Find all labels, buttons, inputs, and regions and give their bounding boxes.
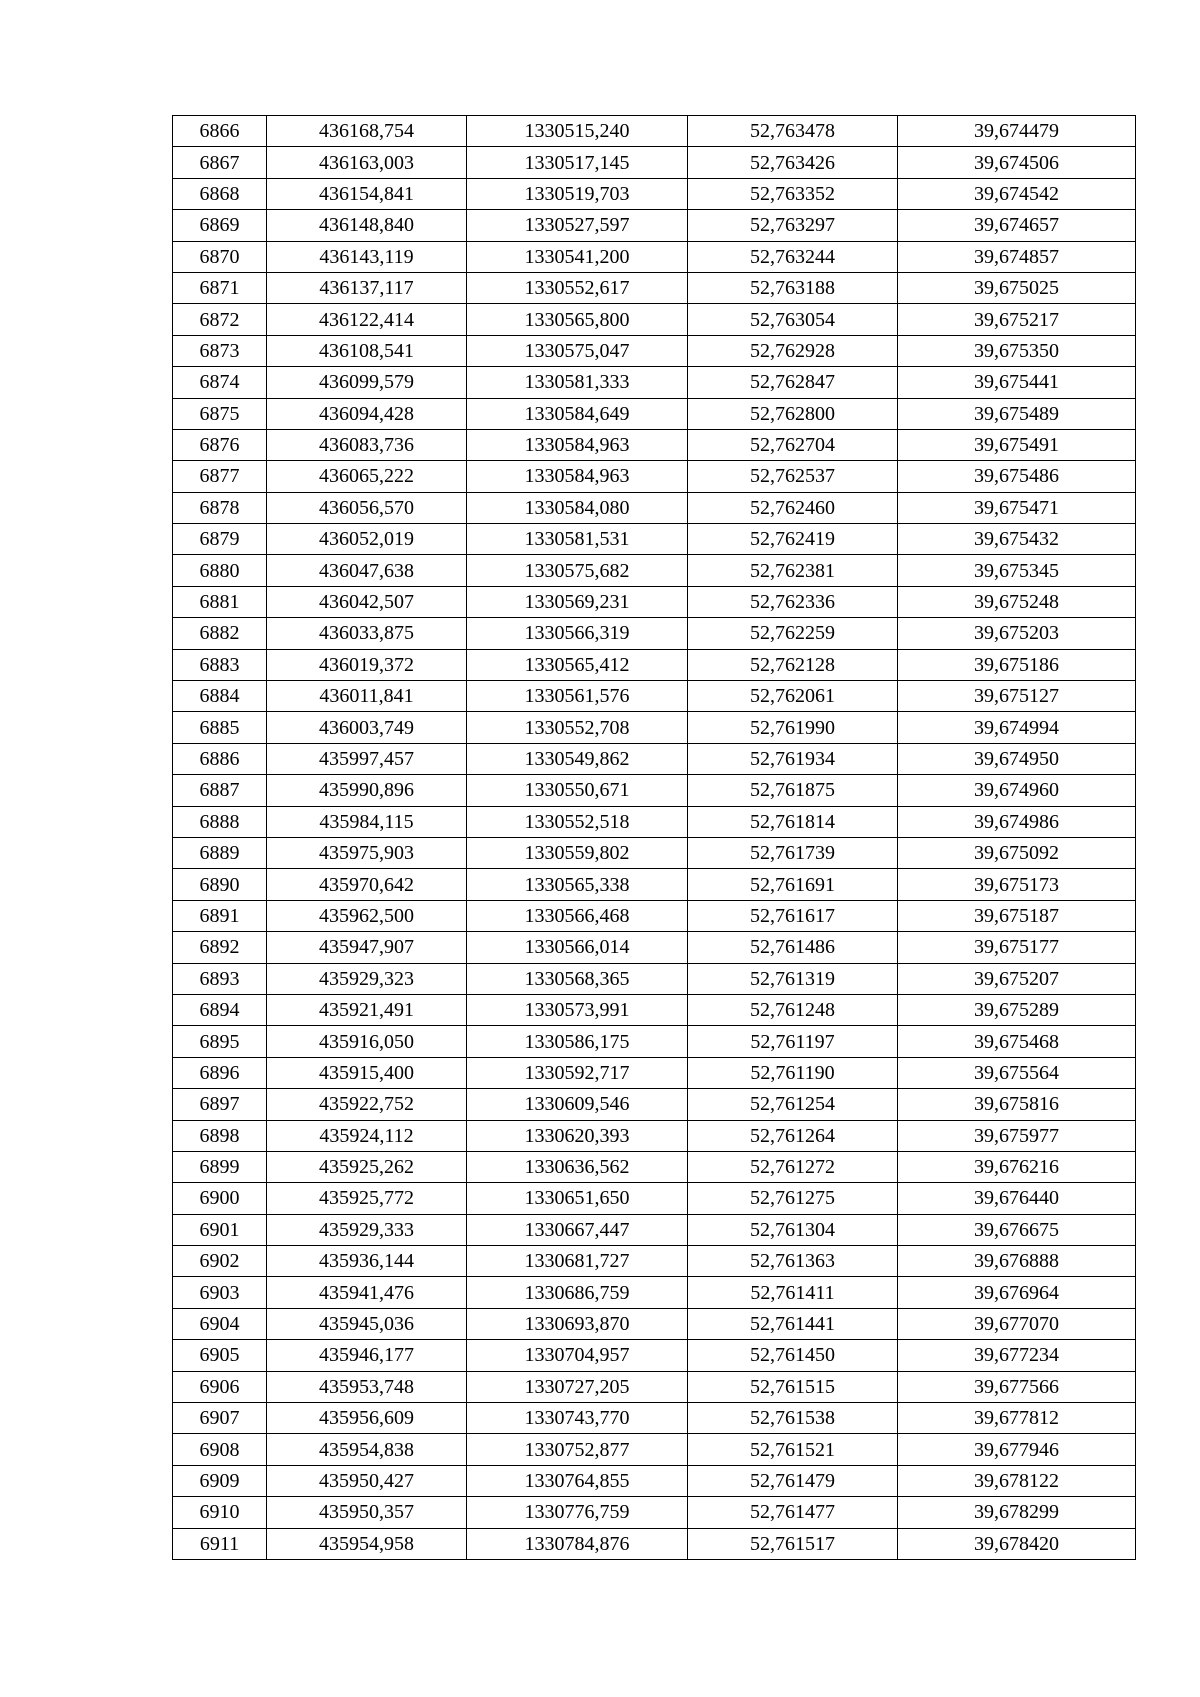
latitude-cell: 52,762928 [688, 335, 898, 366]
longitude-cell: 39,677946 [898, 1434, 1136, 1465]
table-row [173, 1340, 1136, 1371]
y-coordinate-cell: 1330552,518 [467, 806, 688, 837]
point-number-cell: 6877 [173, 461, 267, 492]
y-coordinate-cell: 1330609,546 [467, 1089, 688, 1120]
longitude-cell: 39,675187 [898, 900, 1136, 931]
x-coordinate-cell: 436083,736 [267, 429, 467, 460]
longitude-cell: 39,675025 [898, 272, 1136, 303]
longitude-cell: 39,674479 [898, 116, 1136, 147]
table-row [173, 178, 1136, 209]
table-row [173, 1214, 1136, 1245]
point-number-cell: 6869 [173, 210, 267, 241]
latitude-cell: 52,763478 [688, 116, 898, 147]
latitude-cell: 52,761197 [688, 1026, 898, 1057]
table-row [173, 429, 1136, 460]
table-row [173, 210, 1136, 241]
y-coordinate-cell: 1330559,802 [467, 837, 688, 868]
y-coordinate-cell: 1330784,876 [467, 1528, 688, 1559]
longitude-cell: 39,675217 [898, 304, 1136, 335]
y-coordinate-cell: 1330573,991 [467, 994, 688, 1025]
latitude-cell: 52,763188 [688, 272, 898, 303]
longitude-cell: 39,675173 [898, 869, 1136, 900]
longitude-cell: 39,675471 [898, 492, 1136, 523]
longitude-cell: 39,677070 [898, 1308, 1136, 1339]
table-row [173, 618, 1136, 649]
latitude-cell: 52,762419 [688, 524, 898, 555]
x-coordinate-cell: 435970,642 [267, 869, 467, 900]
y-coordinate-cell: 1330519,703 [467, 178, 688, 209]
point-number-cell: 6887 [173, 775, 267, 806]
y-coordinate-cell: 1330550,671 [467, 775, 688, 806]
x-coordinate-cell: 436122,414 [267, 304, 467, 335]
point-number-cell: 6866 [173, 116, 267, 147]
latitude-cell: 52,761875 [688, 775, 898, 806]
y-coordinate-cell: 1330584,963 [467, 461, 688, 492]
point-number-cell: 6899 [173, 1151, 267, 1182]
table-row [173, 555, 1136, 586]
x-coordinate-cell: 435946,177 [267, 1340, 467, 1371]
x-coordinate-cell: 436168,754 [267, 116, 467, 147]
x-coordinate-cell: 435929,323 [267, 963, 467, 994]
point-number-cell: 6904 [173, 1308, 267, 1339]
table-row [173, 1120, 1136, 1151]
point-number-cell: 6898 [173, 1120, 267, 1151]
x-coordinate-cell: 435947,907 [267, 932, 467, 963]
point-number-cell: 6883 [173, 649, 267, 680]
point-number-cell: 6890 [173, 869, 267, 900]
longitude-cell: 39,674657 [898, 210, 1136, 241]
x-coordinate-cell: 435924,112 [267, 1120, 467, 1151]
y-coordinate-cell: 1330541,200 [467, 241, 688, 272]
table-row [173, 147, 1136, 178]
y-coordinate-cell: 1330517,145 [467, 147, 688, 178]
table-row [173, 900, 1136, 931]
longitude-cell: 39,675345 [898, 555, 1136, 586]
y-coordinate-cell: 1330581,333 [467, 367, 688, 398]
x-coordinate-cell: 436137,117 [267, 272, 467, 303]
x-coordinate-cell: 436056,570 [267, 492, 467, 523]
point-number-cell: 6907 [173, 1403, 267, 1434]
table-row [173, 1308, 1136, 1339]
longitude-cell: 39,676440 [898, 1183, 1136, 1214]
y-coordinate-cell: 1330527,597 [467, 210, 688, 241]
point-number-cell: 6911 [173, 1528, 267, 1559]
latitude-cell: 52,762061 [688, 681, 898, 712]
longitude-cell: 39,677566 [898, 1371, 1136, 1402]
table-row [173, 806, 1136, 837]
y-coordinate-cell: 1330764,855 [467, 1465, 688, 1496]
table-row [173, 524, 1136, 555]
longitude-cell: 39,675350 [898, 335, 1136, 366]
table-row [173, 241, 1136, 272]
longitude-cell: 39,675491 [898, 429, 1136, 460]
table-row [173, 398, 1136, 429]
point-number-cell: 6881 [173, 586, 267, 617]
latitude-cell: 52,762381 [688, 555, 898, 586]
table-row [173, 775, 1136, 806]
latitude-cell: 52,763244 [688, 241, 898, 272]
longitude-cell: 39,674506 [898, 147, 1136, 178]
y-coordinate-cell: 1330681,727 [467, 1246, 688, 1277]
longitude-cell: 39,676964 [898, 1277, 1136, 1308]
y-coordinate-cell: 1330743,770 [467, 1403, 688, 1434]
x-coordinate-cell: 436019,372 [267, 649, 467, 680]
point-number-cell: 6906 [173, 1371, 267, 1402]
latitude-cell: 52,761190 [688, 1057, 898, 1088]
longitude-cell: 39,676675 [898, 1214, 1136, 1245]
point-number-cell: 6867 [173, 147, 267, 178]
point-number-cell: 6882 [173, 618, 267, 649]
x-coordinate-cell: 436011,841 [267, 681, 467, 712]
y-coordinate-cell: 1330575,047 [467, 335, 688, 366]
table-row [173, 1434, 1136, 1465]
y-coordinate-cell: 1330686,759 [467, 1277, 688, 1308]
latitude-cell: 52,763297 [688, 210, 898, 241]
latitude-cell: 52,761319 [688, 963, 898, 994]
latitude-cell: 52,761814 [688, 806, 898, 837]
table-row [173, 1026, 1136, 1057]
point-number-cell: 6880 [173, 555, 267, 586]
point-number-cell: 6892 [173, 932, 267, 963]
point-number-cell: 6872 [173, 304, 267, 335]
y-coordinate-cell: 1330584,963 [467, 429, 688, 460]
latitude-cell: 52,763426 [688, 147, 898, 178]
y-coordinate-cell: 1330566,319 [467, 618, 688, 649]
table-row [173, 1151, 1136, 1182]
x-coordinate-cell: 435941,476 [267, 1277, 467, 1308]
longitude-cell: 39,674986 [898, 806, 1136, 837]
table-row [173, 649, 1136, 680]
point-number-cell: 6897 [173, 1089, 267, 1120]
longitude-cell: 39,674994 [898, 712, 1136, 743]
point-number-cell: 6886 [173, 743, 267, 774]
latitude-cell: 52,761486 [688, 932, 898, 963]
x-coordinate-cell: 435975,903 [267, 837, 467, 868]
latitude-cell: 52,761441 [688, 1308, 898, 1339]
x-coordinate-cell: 436099,579 [267, 367, 467, 398]
point-number-cell: 6908 [173, 1434, 267, 1465]
latitude-cell: 52,762460 [688, 492, 898, 523]
point-number-cell: 6910 [173, 1497, 267, 1528]
table-row [173, 1057, 1136, 1088]
longitude-cell: 39,674542 [898, 178, 1136, 209]
latitude-cell: 52,761515 [688, 1371, 898, 1402]
point-number-cell: 6909 [173, 1465, 267, 1496]
y-coordinate-cell: 1330584,080 [467, 492, 688, 523]
y-coordinate-cell: 1330549,862 [467, 743, 688, 774]
point-number-cell: 6891 [173, 900, 267, 931]
latitude-cell: 52,762336 [688, 586, 898, 617]
longitude-cell: 39,675177 [898, 932, 1136, 963]
y-coordinate-cell: 1330568,365 [467, 963, 688, 994]
table-row [173, 1371, 1136, 1402]
coordinates-table-body [173, 116, 1136, 1560]
point-number-cell: 6888 [173, 806, 267, 837]
longitude-cell: 39,674857 [898, 241, 1136, 272]
longitude-cell: 39,675092 [898, 837, 1136, 868]
y-coordinate-cell: 1330566,014 [467, 932, 688, 963]
table-row [173, 1183, 1136, 1214]
latitude-cell: 52,761254 [688, 1089, 898, 1120]
longitude-cell: 39,675977 [898, 1120, 1136, 1151]
y-coordinate-cell: 1330552,617 [467, 272, 688, 303]
longitude-cell: 39,675486 [898, 461, 1136, 492]
y-coordinate-cell: 1330584,649 [467, 398, 688, 429]
x-coordinate-cell: 435921,491 [267, 994, 467, 1025]
table-row [173, 743, 1136, 774]
latitude-cell: 52,761477 [688, 1497, 898, 1528]
point-number-cell: 6901 [173, 1214, 267, 1245]
latitude-cell: 52,762128 [688, 649, 898, 680]
latitude-cell: 52,761691 [688, 869, 898, 900]
x-coordinate-cell: 436143,119 [267, 241, 467, 272]
latitude-cell: 52,761411 [688, 1277, 898, 1308]
x-coordinate-cell: 435953,748 [267, 1371, 467, 1402]
table-row [173, 586, 1136, 617]
latitude-cell: 52,762800 [688, 398, 898, 429]
latitude-cell: 52,763054 [688, 304, 898, 335]
y-coordinate-cell: 1330565,338 [467, 869, 688, 900]
point-number-cell: 6873 [173, 335, 267, 366]
x-coordinate-cell: 436003,749 [267, 712, 467, 743]
point-number-cell: 6868 [173, 178, 267, 209]
table-row [173, 712, 1136, 743]
longitude-cell: 39,675207 [898, 963, 1136, 994]
latitude-cell: 52,762704 [688, 429, 898, 460]
latitude-cell: 52,761363 [688, 1246, 898, 1277]
point-number-cell: 6889 [173, 837, 267, 868]
table-row [173, 837, 1136, 868]
y-coordinate-cell: 1330552,708 [467, 712, 688, 743]
point-number-cell: 6895 [173, 1026, 267, 1057]
latitude-cell: 52,761450 [688, 1340, 898, 1371]
x-coordinate-cell: 435954,838 [267, 1434, 467, 1465]
y-coordinate-cell: 1330667,447 [467, 1214, 688, 1245]
table-row [173, 367, 1136, 398]
x-coordinate-cell: 435916,050 [267, 1026, 467, 1057]
x-coordinate-cell: 435950,357 [267, 1497, 467, 1528]
latitude-cell: 52,761739 [688, 837, 898, 868]
table-row [173, 1465, 1136, 1496]
longitude-cell: 39,678420 [898, 1528, 1136, 1559]
table-row [173, 1497, 1136, 1528]
x-coordinate-cell: 435997,457 [267, 743, 467, 774]
point-number-cell: 6870 [173, 241, 267, 272]
longitude-cell: 39,675468 [898, 1026, 1136, 1057]
longitude-cell: 39,675441 [898, 367, 1136, 398]
y-coordinate-cell: 1330569,231 [467, 586, 688, 617]
x-coordinate-cell: 435956,609 [267, 1403, 467, 1434]
x-coordinate-cell: 436033,875 [267, 618, 467, 649]
x-coordinate-cell: 436108,541 [267, 335, 467, 366]
x-coordinate-cell: 436094,428 [267, 398, 467, 429]
latitude-cell: 52,762847 [688, 367, 898, 398]
x-coordinate-cell: 436148,840 [267, 210, 467, 241]
x-coordinate-cell: 436163,003 [267, 147, 467, 178]
point-number-cell: 6893 [173, 963, 267, 994]
point-number-cell: 6900 [173, 1183, 267, 1214]
longitude-cell: 39,674950 [898, 743, 1136, 774]
latitude-cell: 52,761272 [688, 1151, 898, 1182]
y-coordinate-cell: 1330776,759 [467, 1497, 688, 1528]
x-coordinate-cell: 435945,036 [267, 1308, 467, 1339]
table-row [173, 869, 1136, 900]
longitude-cell: 39,677812 [898, 1403, 1136, 1434]
table-row [173, 1528, 1136, 1559]
y-coordinate-cell: 1330620,393 [467, 1120, 688, 1151]
longitude-cell: 39,674960 [898, 775, 1136, 806]
coordinates-table [172, 115, 1136, 1560]
table-row [173, 304, 1136, 335]
table-row [173, 272, 1136, 303]
longitude-cell: 39,675564 [898, 1057, 1136, 1088]
y-coordinate-cell: 1330581,531 [467, 524, 688, 555]
latitude-cell: 52,762537 [688, 461, 898, 492]
y-coordinate-cell: 1330561,576 [467, 681, 688, 712]
latitude-cell: 52,761538 [688, 1403, 898, 1434]
x-coordinate-cell: 435990,896 [267, 775, 467, 806]
longitude-cell: 39,675489 [898, 398, 1136, 429]
y-coordinate-cell: 1330575,682 [467, 555, 688, 586]
table-row [173, 492, 1136, 523]
point-number-cell: 6905 [173, 1340, 267, 1371]
y-coordinate-cell: 1330565,412 [467, 649, 688, 680]
x-coordinate-cell: 435929,333 [267, 1214, 467, 1245]
longitude-cell: 39,676216 [898, 1151, 1136, 1182]
x-coordinate-cell: 436154,841 [267, 178, 467, 209]
y-coordinate-cell: 1330586,175 [467, 1026, 688, 1057]
x-coordinate-cell: 435925,772 [267, 1183, 467, 1214]
table-row [173, 932, 1136, 963]
longitude-cell: 39,675248 [898, 586, 1136, 617]
latitude-cell: 52,761521 [688, 1434, 898, 1465]
longitude-cell: 39,677234 [898, 1340, 1136, 1371]
x-coordinate-cell: 435922,752 [267, 1089, 467, 1120]
longitude-cell: 39,675289 [898, 994, 1136, 1025]
point-number-cell: 6903 [173, 1277, 267, 1308]
point-number-cell: 6884 [173, 681, 267, 712]
latitude-cell: 52,763352 [688, 178, 898, 209]
latitude-cell: 52,761479 [688, 1465, 898, 1496]
y-coordinate-cell: 1330636,562 [467, 1151, 688, 1182]
y-coordinate-cell: 1330565,800 [467, 304, 688, 335]
table-row [173, 335, 1136, 366]
table-row [173, 1246, 1136, 1277]
longitude-cell: 39,675186 [898, 649, 1136, 680]
latitude-cell: 52,761617 [688, 900, 898, 931]
longitude-cell: 39,675432 [898, 524, 1136, 555]
point-number-cell: 6875 [173, 398, 267, 429]
x-coordinate-cell: 435950,427 [267, 1465, 467, 1496]
table-row [173, 1277, 1136, 1308]
x-coordinate-cell: 436052,019 [267, 524, 467, 555]
longitude-cell: 39,678122 [898, 1465, 1136, 1496]
y-coordinate-cell: 1330651,650 [467, 1183, 688, 1214]
table-row [173, 1089, 1136, 1120]
y-coordinate-cell: 1330704,957 [467, 1340, 688, 1371]
longitude-cell: 39,675816 [898, 1089, 1136, 1120]
x-coordinate-cell: 435925,262 [267, 1151, 467, 1182]
point-number-cell: 6874 [173, 367, 267, 398]
latitude-cell: 52,761304 [688, 1214, 898, 1245]
latitude-cell: 52,761934 [688, 743, 898, 774]
x-coordinate-cell: 435936,144 [267, 1246, 467, 1277]
y-coordinate-cell: 1330566,468 [467, 900, 688, 931]
latitude-cell: 52,761990 [688, 712, 898, 743]
y-coordinate-cell: 1330592,717 [467, 1057, 688, 1088]
y-coordinate-cell: 1330693,870 [467, 1308, 688, 1339]
table-row [173, 116, 1136, 147]
x-coordinate-cell: 436047,638 [267, 555, 467, 586]
x-coordinate-cell: 436042,507 [267, 586, 467, 617]
latitude-cell: 52,761517 [688, 1528, 898, 1559]
table-row [173, 461, 1136, 492]
point-number-cell: 6896 [173, 1057, 267, 1088]
table-row [173, 681, 1136, 712]
y-coordinate-cell: 1330515,240 [467, 116, 688, 147]
longitude-cell: 39,678299 [898, 1497, 1136, 1528]
x-coordinate-cell: 435915,400 [267, 1057, 467, 1088]
point-number-cell: 6902 [173, 1246, 267, 1277]
x-coordinate-cell: 435962,500 [267, 900, 467, 931]
latitude-cell: 52,761264 [688, 1120, 898, 1151]
longitude-cell: 39,675203 [898, 618, 1136, 649]
x-coordinate-cell: 436065,222 [267, 461, 467, 492]
x-coordinate-cell: 435954,958 [267, 1528, 467, 1559]
y-coordinate-cell: 1330727,205 [467, 1371, 688, 1402]
point-number-cell: 6876 [173, 429, 267, 460]
y-coordinate-cell: 1330752,877 [467, 1434, 688, 1465]
point-number-cell: 6871 [173, 272, 267, 303]
latitude-cell: 52,762259 [688, 618, 898, 649]
table-row [173, 994, 1136, 1025]
longitude-cell: 39,675127 [898, 681, 1136, 712]
table-row [173, 1403, 1136, 1434]
point-number-cell: 6878 [173, 492, 267, 523]
point-number-cell: 6894 [173, 994, 267, 1025]
point-number-cell: 6879 [173, 524, 267, 555]
x-coordinate-cell: 435984,115 [267, 806, 467, 837]
point-number-cell: 6885 [173, 712, 267, 743]
longitude-cell: 39,676888 [898, 1246, 1136, 1277]
table-row [173, 963, 1136, 994]
latitude-cell: 52,761248 [688, 994, 898, 1025]
latitude-cell: 52,761275 [688, 1183, 898, 1214]
